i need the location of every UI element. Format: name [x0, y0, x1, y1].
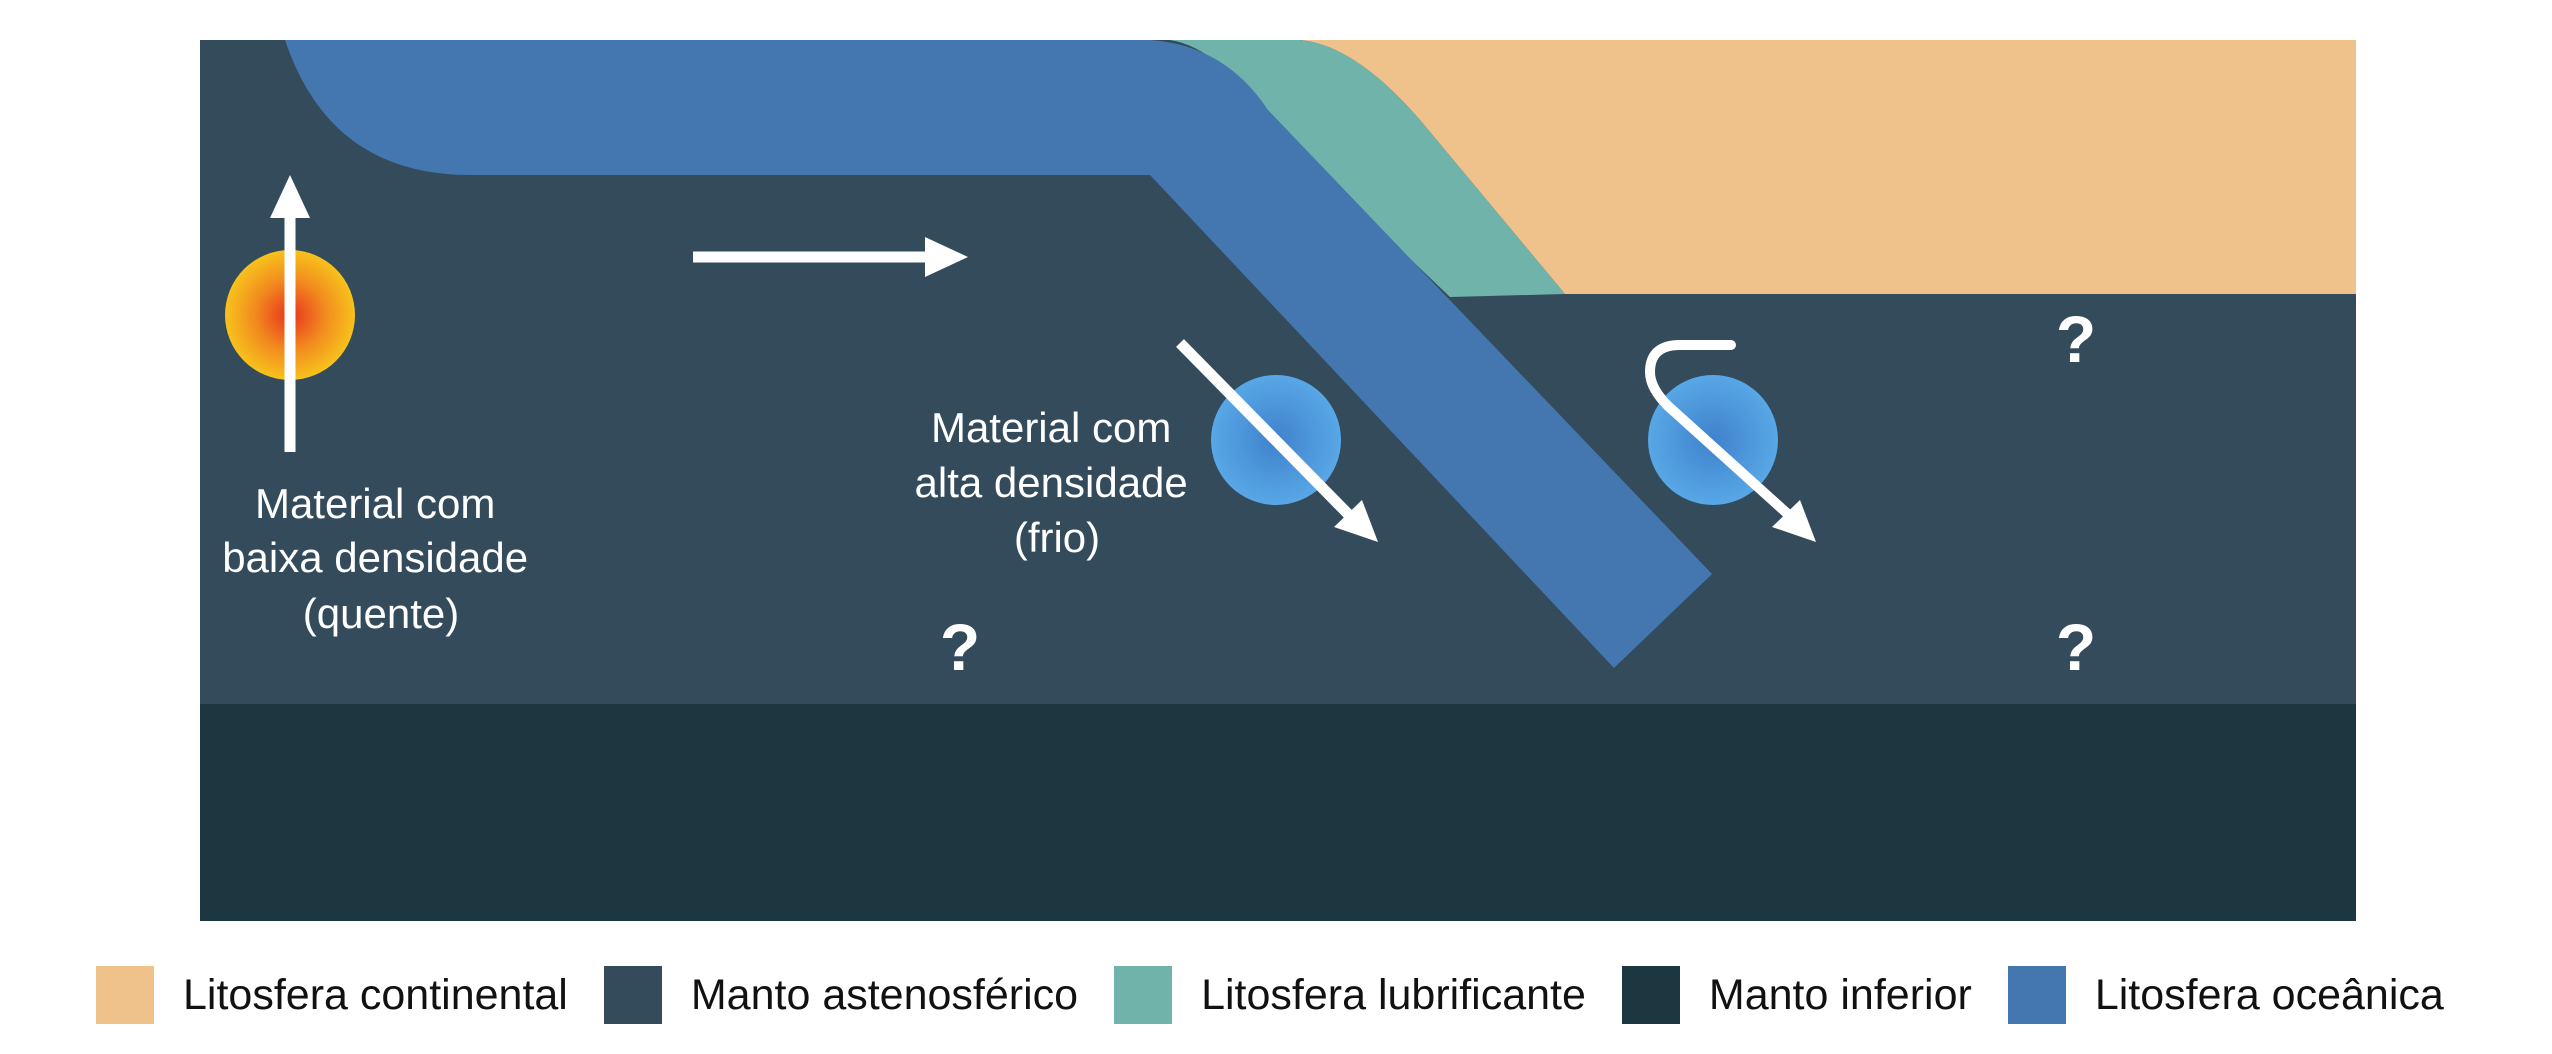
legend-item-asthenosphere — [604, 966, 1078, 1024]
question-mark-3: ? — [2055, 610, 2097, 684]
hot-material-label: Material com baixa densidade (quente) — [222, 480, 529, 637]
legend — [96, 960, 2480, 1030]
legend-item-continental — [96, 966, 568, 1024]
legend-swatch-lower-mantle — [1622, 966, 1680, 1024]
legend-swatch-continental — [96, 966, 154, 1024]
legend-label-lubricant: Litosfera lubrificante — [1201, 970, 1586, 1019]
lower-mantle-region — [200, 704, 2356, 921]
legend-item-oceanic — [2008, 966, 2444, 1024]
legend-label-lower-mantle: Manto inferior — [1708, 970, 1972, 1019]
legend-label-oceanic: Litosfera oceânica — [2094, 970, 2444, 1019]
legend-swatch-asthenosphere — [604, 966, 662, 1024]
legend-swatch-oceanic — [2008, 966, 2066, 1024]
legend-swatch-lubricant — [1114, 966, 1172, 1024]
question-mark-1: ? — [2055, 302, 2097, 376]
cold-material-label: Material com alta densidade (frio) — [914, 404, 1188, 561]
legend-label-asthenosphere: Manto astenosférico — [690, 970, 1079, 1019]
legend-label-continental: Litosfera continental — [183, 970, 568, 1019]
legend-item-lower-mantle — [1622, 966, 1972, 1024]
question-mark-2: ? — [939, 610, 981, 684]
legend-item-lubricant — [1114, 966, 1586, 1024]
